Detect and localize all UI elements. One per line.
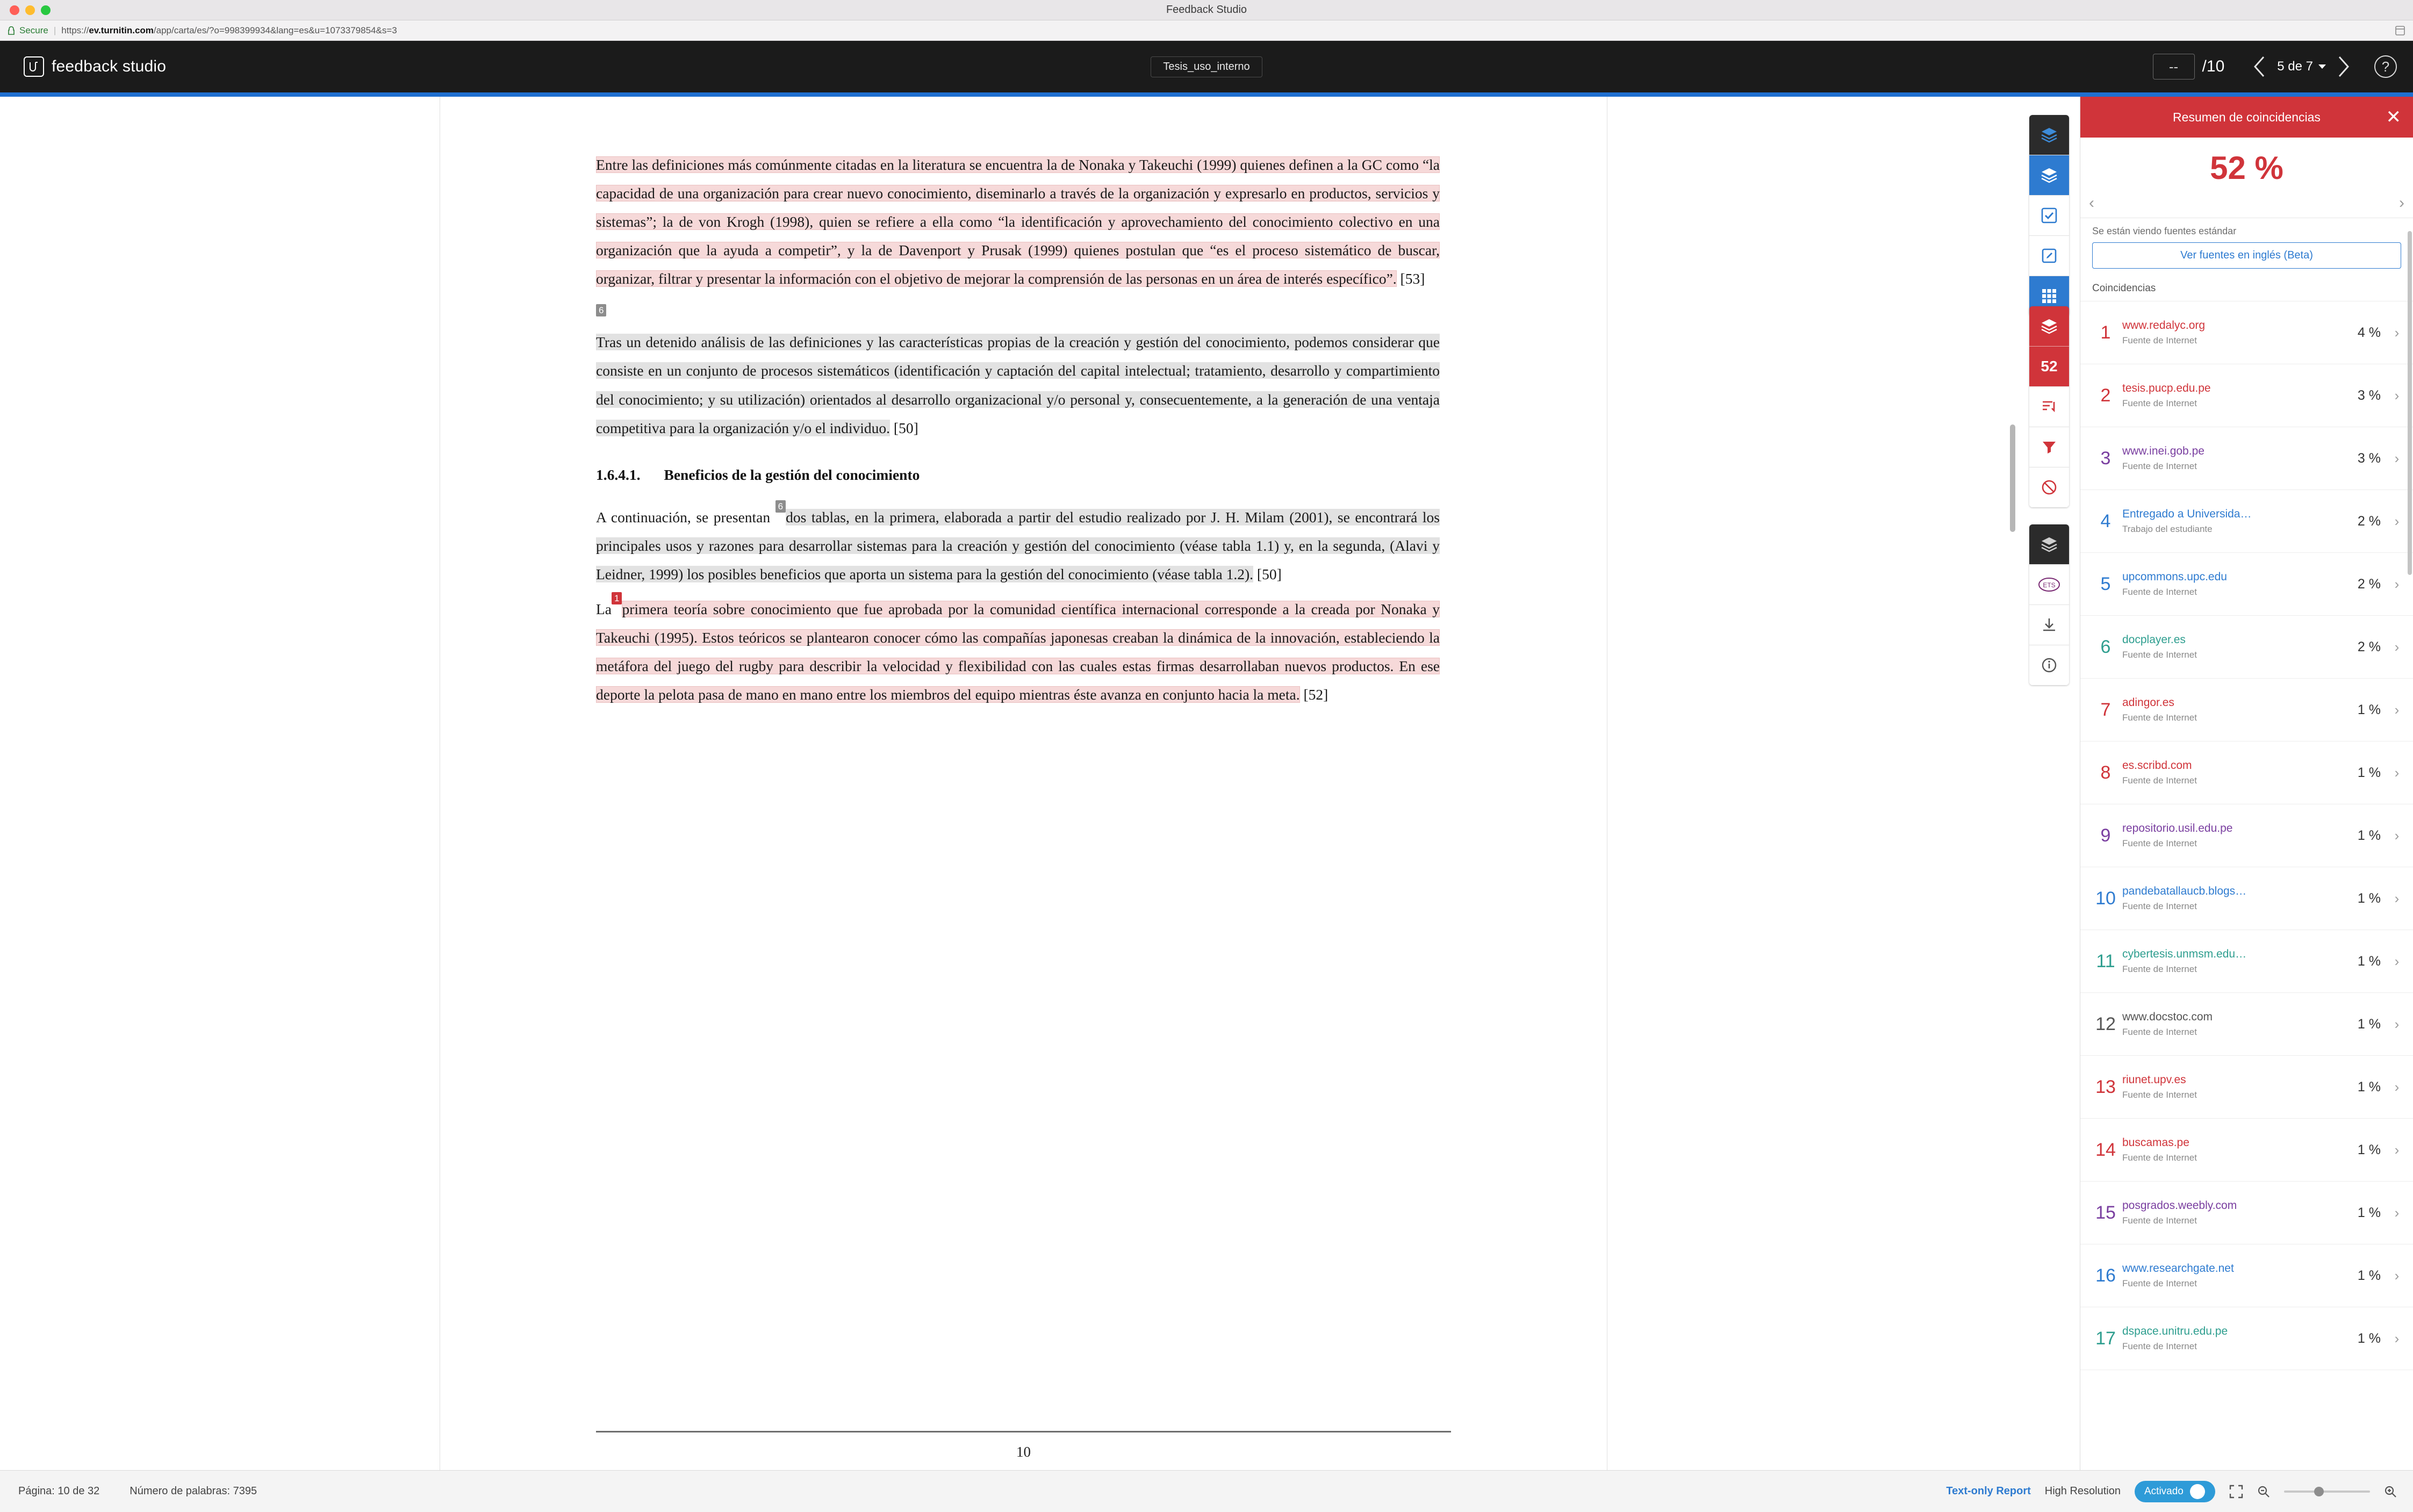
toggle-knob xyxy=(2190,1484,2205,1499)
close-window-icon[interactable] xyxy=(10,5,19,15)
source-pager-prev-icon[interactable]: ‹ xyxy=(2089,194,2094,212)
section-heading xyxy=(596,460,1440,489)
source-index: 9 xyxy=(2100,825,2111,846)
source-index: 6 xyxy=(2100,636,2111,657)
ets-icon[interactable] xyxy=(2029,565,2069,604)
filter-icon[interactable] xyxy=(2029,427,2069,467)
chevron-right-icon[interactable]: › xyxy=(2394,1204,2400,1221)
source-info[interactable] xyxy=(2122,885,2340,912)
source-index: 4 xyxy=(2100,510,2111,531)
list-item[interactable] xyxy=(2080,1119,2413,1182)
source-info[interactable] xyxy=(2122,1074,2340,1100)
info-icon[interactable] xyxy=(2029,645,2069,685)
previous-paper-button[interactable] xyxy=(2243,54,2277,79)
list-item[interactable] xyxy=(2080,804,2413,867)
zoom-slider[interactable] xyxy=(2284,1491,2370,1493)
source-info[interactable] xyxy=(2122,382,2340,409)
panel-title: Resumen de coincidencias xyxy=(2173,110,2321,124)
paragraph-2-highlight[interactable]: Tras un detenido análisis de las definiciones y las características propias de la creación y gestión del conocimiento, podemos considerar que consiste en un conjunto de procesos sistemáticos (identificación y captación del capital intelectual; tratamiento, desarrollo y compartimiento del conocimiento; y su utilización) orientados al desarrollo organizacional y/o personal y, consecuentemente, a la generación de una ventaja competitiva para la organización y/o el individuo. xyxy=(596,334,1440,436)
url-path: /app/carta/es/?o=998399934&lang=es&u=1073379854&s=3 xyxy=(153,25,397,35)
text-only-report-link[interactable]: Text-only Report xyxy=(1946,1485,2031,1497)
source-percent: 3 % xyxy=(2357,450,2381,466)
chevron-right-icon[interactable]: › xyxy=(2394,890,2400,906)
source-info[interactable] xyxy=(2122,696,2340,723)
layers-icon[interactable] xyxy=(2029,115,2069,155)
source-type: Fuente de Internet xyxy=(2122,650,2197,660)
progress-rule xyxy=(0,92,2413,97)
paragraph-4-citation: [52] xyxy=(1303,686,1328,703)
source-info[interactable] xyxy=(2122,822,2340,849)
source-percent: 2 % xyxy=(2357,639,2381,654)
checkbox-icon[interactable] xyxy=(2029,196,2069,235)
source-info[interactable] xyxy=(2122,319,2340,346)
source-type: Fuente de Internet xyxy=(2122,775,2197,786)
paper-position-dropdown[interactable] xyxy=(2277,59,2326,74)
next-paper-button[interactable] xyxy=(2326,54,2360,79)
chevron-right-icon[interactable]: › xyxy=(2394,638,2400,655)
list-item[interactable] xyxy=(2080,1244,2413,1307)
source-percent: 1 % xyxy=(2357,765,2381,780)
chevron-right-icon[interactable]: › xyxy=(2394,324,2400,341)
source-name[interactable]: www.researchgate.net xyxy=(2122,1262,2234,1275)
source-name[interactable]: Entregado a Universida… xyxy=(2122,508,2252,520)
section-number: 1.6.4.1. xyxy=(596,466,641,483)
source-percent: 1 % xyxy=(2357,1016,2381,1032)
source-type: Fuente de Internet xyxy=(2122,712,2197,723)
browser-toolbar-right[interactable] xyxy=(2395,25,2405,36)
document-title-wrap xyxy=(0,56,2413,77)
brand-label: feedback studio xyxy=(52,57,167,75)
main-area xyxy=(0,97,2413,1470)
list-item[interactable] xyxy=(2080,490,2413,553)
source-info[interactable] xyxy=(2122,948,2340,975)
window-title: Feedback Studio xyxy=(1166,4,1247,16)
source-percent: 2 % xyxy=(2357,513,2381,529)
paper-page xyxy=(440,97,1607,1470)
source-name[interactable]: pandebatallaucb.blogs… xyxy=(2122,885,2247,897)
page-footer-rule xyxy=(596,1431,1451,1432)
page-text xyxy=(596,150,1440,715)
layers-gray-icon[interactable] xyxy=(2029,524,2069,564)
document-scrollbar[interactable] xyxy=(2010,424,2015,532)
source-percent: 3 % xyxy=(2357,387,2381,403)
source-info[interactable] xyxy=(2122,508,2340,535)
source-index: 14 xyxy=(2095,1139,2116,1160)
maximize-window-icon[interactable] xyxy=(41,5,51,15)
list-item[interactable] xyxy=(2080,930,2413,993)
source-name[interactable]: www.redalyc.org xyxy=(2122,319,2206,332)
list-item[interactable] xyxy=(2080,679,2413,741)
source-info[interactable] xyxy=(2122,1136,2340,1163)
close-icon[interactable]: ✕ xyxy=(2386,107,2401,127)
rail-group-tools xyxy=(2029,524,2069,685)
source-type: Fuente de Internet xyxy=(2122,1278,2197,1288)
match-marker-6b[interactable]: 6 xyxy=(775,500,786,513)
source-type: Fuente de Internet xyxy=(2122,587,2197,597)
chevron-right-icon[interactable]: › xyxy=(2394,1016,2400,1032)
panel-scrollbar[interactable] xyxy=(2408,231,2412,575)
matches-label: Coincidencias xyxy=(2080,278,2413,301)
source-info[interactable] xyxy=(2122,1199,2340,1226)
source-type: Fuente de Internet xyxy=(2122,901,2197,911)
chevron-right-icon[interactable]: › xyxy=(2394,1330,2400,1347)
chevron-right-icon[interactable]: › xyxy=(2394,450,2400,466)
chevron-right-icon[interactable]: › xyxy=(2394,387,2400,404)
source-name[interactable]: www.docstoc.com xyxy=(2122,1011,2213,1023)
source-info[interactable] xyxy=(2122,445,2340,472)
list-item[interactable] xyxy=(2080,1056,2413,1119)
window-titlebar xyxy=(0,0,2413,20)
list-item[interactable] xyxy=(2080,1182,2413,1244)
lock-icon xyxy=(8,27,15,34)
exclude-icon[interactable] xyxy=(2029,467,2069,507)
source-index: 1 xyxy=(2100,322,2111,343)
chevron-down-icon xyxy=(2318,64,2326,69)
source-index: 12 xyxy=(2095,1013,2116,1034)
minimize-window-icon[interactable] xyxy=(25,5,35,15)
list-item[interactable] xyxy=(2080,1307,2413,1370)
paragraph-4-highlight[interactable]: primera teoría sobre conocimiento que fue aprobada por la comunidad científica internacional corresponde a la creada por Nonaka y Takeuchi (1995). Estos teóricos se plantearon conocer cómo las compañías japonesas creaban la dinámica de la innovación, estableciendo la metáfora del juego del rugby para describir la velocidad y flexibilidad con las cuales estas firmas desarrollaban nuevos productos. En ese deporte la pelota pasa de mano en mano entre los miembros del equipo mientras éste avanza en conjunto hacia la meta. xyxy=(596,600,1440,703)
window-traffic-lights[interactable] xyxy=(10,5,51,15)
browser-address-bar[interactable] xyxy=(0,20,2413,41)
paragraph-3-highlight[interactable]: dos tablas, en la primera, elaborada a partir del estudio realizado por J. H. Milam (2001), se encontrará los principales usos y razones para desarrollar sistemas para la creación y gestión del conocimiento (véase tabla 1.1) y, en la segunda, (Alavi y Leidner, 1999) los posibles beneficios que aporta un sistema para la gestión del conocimiento (véase tabla 1.2). xyxy=(596,508,1440,582)
source-name[interactable]: www.inei.gob.pe xyxy=(2122,445,2204,457)
source-index: 17 xyxy=(2095,1328,2116,1349)
source-index: 3 xyxy=(2100,448,2111,469)
word-count-status: Número de palabras: 7395 xyxy=(130,1485,257,1497)
toggle-label: Activado xyxy=(2144,1485,2184,1497)
source-name[interactable]: docplayer.es xyxy=(2122,633,2186,646)
source-info[interactable] xyxy=(2122,1011,2340,1038)
chevron-right-icon[interactable]: › xyxy=(2394,953,2400,969)
source-type: Fuente de Internet xyxy=(2122,398,2197,408)
source-info[interactable] xyxy=(2122,1325,2340,1352)
view-english-sources-button[interactable]: Ver fuentes en inglés (Beta) xyxy=(2092,242,2401,269)
header-right-controls[interactable] xyxy=(2153,54,2413,80)
source-type: Fuente de Internet xyxy=(2122,1027,2197,1037)
list-item[interactable] xyxy=(2080,993,2413,1056)
list-item[interactable] xyxy=(2080,364,2413,427)
page-status: Página: 10 de 32 xyxy=(18,1485,100,1497)
grade-total: /10 xyxy=(2202,57,2225,75)
source-name[interactable]: buscamas.pe xyxy=(2122,1136,2189,1149)
document-title[interactable]: Tesis_uso_interno xyxy=(1151,56,1262,77)
paragraph-4[interactable] xyxy=(596,595,1440,709)
chevron-right-icon[interactable]: › xyxy=(2394,1078,2400,1095)
source-percent: 2 % xyxy=(2357,576,2381,592)
source-name[interactable]: riunet.upv.es xyxy=(2122,1074,2186,1086)
source-list[interactable] xyxy=(2080,301,2413,1470)
source-percent: 1 % xyxy=(2357,1142,2381,1157)
panel-header xyxy=(2080,97,2413,138)
url-text[interactable]: https://ev.turnitin.com/app/carta/es/?o=998399934&lang=es&u=1073379854&s=3 xyxy=(61,25,397,35)
source-type: Fuente de Internet xyxy=(2122,1341,2197,1351)
source-percent: 1 % xyxy=(2357,1205,2381,1220)
similarity-percentage: 52 % xyxy=(2210,150,2283,186)
edit-icon[interactable] xyxy=(2029,236,2069,276)
sort-icon[interactable] xyxy=(2029,387,2069,427)
paragraph-4-lead: La xyxy=(596,600,612,617)
list-item[interactable] xyxy=(2080,867,2413,930)
source-percent: 1 % xyxy=(2357,1079,2381,1095)
turnitin-logo-icon xyxy=(24,56,44,77)
chevron-right-icon[interactable]: › xyxy=(2394,1141,2400,1158)
source-percent: 1 % xyxy=(2357,1330,2381,1346)
source-index: 5 xyxy=(2100,573,2111,594)
source-percent: 4 % xyxy=(2357,325,2381,340)
paragraph-1-highlight[interactable]: Entre las definiciones más comúnmente citadas en la literatura se encuentra la de Nonaka y Takeuchi (1999) quienes definen a la GC como “la capacidad de una organización para crear nuevo conocimiento, diseminarlo a través de la organización y expresarlo en productos, servicios y sistemas”; la de von Krogh (1998), quien se refiere a ella como “la identificación y aprovechamiento del conocimiento colectivo en una organización que la ayuda a competir”, y la de Davenport y Prusak (1999) quienes postulan que “es el proceso sistemático de buscar, organizar, filtrar y presentar la información con el objetivo de mejorar la comprensión de las personas en un área de interés específico”. xyxy=(596,156,1440,287)
source-mode-label: Se están viendo fuentes estándar xyxy=(2092,226,2237,236)
source-index: 16 xyxy=(2095,1265,2116,1286)
chevron-right-icon[interactable]: › xyxy=(2394,575,2400,592)
source-percent: 1 % xyxy=(2357,1268,2381,1283)
url-host: ev.turnitin.com xyxy=(89,25,154,35)
source-name[interactable]: adingor.es xyxy=(2122,696,2174,709)
source-info[interactable] xyxy=(2122,1262,2340,1289)
browser-extension-icon[interactable] xyxy=(2395,25,2405,36)
paper-position-label: 5 de 7 xyxy=(2277,59,2313,74)
source-name[interactable]: posgrados.weebly.com xyxy=(2122,1199,2237,1212)
section-title: Beneficios de la gestión del conocimiento xyxy=(664,466,920,483)
source-index: 11 xyxy=(2096,951,2115,971)
source-type: Fuente de Internet xyxy=(2122,461,2197,471)
source-pager-next-icon[interactable]: › xyxy=(2399,194,2404,212)
source-type: Fuente de Internet xyxy=(2122,1215,2197,1226)
list-item[interactable] xyxy=(2080,427,2413,490)
rail-group-similarity xyxy=(2029,306,2069,507)
paragraph-2-citation: [50] xyxy=(893,419,918,436)
help-icon[interactable]: ? xyxy=(2374,55,2397,78)
zoom-in-icon[interactable] xyxy=(2384,1485,2397,1498)
source-type: Fuente de Internet xyxy=(2122,964,2197,974)
match-marker-1[interactable]: 1 xyxy=(612,592,622,604)
source-name[interactable]: repositorio.usil.edu.pe xyxy=(2122,822,2233,834)
source-index: 10 xyxy=(2095,888,2116,909)
high-resolution-label: High Resolution xyxy=(2044,1485,2121,1497)
source-type: Fuente de Internet xyxy=(2122,335,2197,345)
source-name[interactable]: es.scribd.com xyxy=(2122,759,2192,772)
source-name[interactable]: dspace.unitru.edu.pe xyxy=(2122,1325,2228,1337)
source-pager[interactable] xyxy=(2080,194,2413,218)
grade-box[interactable]: -- xyxy=(2153,54,2195,80)
url-divider: | xyxy=(53,25,56,35)
list-item[interactable] xyxy=(2080,301,2413,364)
zoom-out-icon[interactable] xyxy=(2257,1485,2270,1498)
paragraph-1-citation: [53] xyxy=(1400,270,1425,287)
paragraph-1[interactable] xyxy=(596,150,1440,293)
paragraph-3[interactable] xyxy=(596,503,1440,588)
source-percent: 1 % xyxy=(2357,702,2381,717)
chevron-right-icon[interactable]: › xyxy=(2394,827,2400,844)
chevron-right-icon[interactable]: › xyxy=(2394,764,2400,781)
list-item[interactable] xyxy=(2080,616,2413,679)
status-left xyxy=(0,1485,257,1497)
source-type: Trabajo del estudiante xyxy=(2122,524,2213,534)
fullscreen-icon[interactable] xyxy=(2229,1485,2243,1499)
source-index: 8 xyxy=(2100,762,2111,783)
source-index: 2 xyxy=(2100,385,2111,406)
source-index: 7 xyxy=(2100,699,2111,720)
source-type: Fuente de Internet xyxy=(2122,1153,2197,1163)
source-percent: 1 % xyxy=(2357,953,2381,969)
similarity-layers-icon[interactable] xyxy=(2029,306,2069,346)
app-header xyxy=(0,41,2413,92)
source-percent: 1 % xyxy=(2357,827,2381,843)
rail-group-grading xyxy=(2029,115,2069,316)
zoom-slider-knob[interactable] xyxy=(2314,1487,2324,1496)
download-icon[interactable] xyxy=(2029,605,2069,645)
chevron-right-icon[interactable]: › xyxy=(2394,513,2400,529)
source-info[interactable] xyxy=(2122,571,2340,597)
source-info[interactable] xyxy=(2122,633,2340,660)
source-name[interactable]: tesis.pucp.edu.pe xyxy=(2122,382,2211,394)
paragraph-3-citation: [50] xyxy=(1256,565,1282,582)
status-right[interactable] xyxy=(1946,1481,2413,1502)
list-item[interactable] xyxy=(2080,553,2413,616)
document-viewer[interactable] xyxy=(0,97,2017,1470)
source-percent: 1 % xyxy=(2357,890,2381,906)
source-name[interactable]: cybertesis.unmsm.edu… xyxy=(2122,948,2247,960)
brand[interactable] xyxy=(24,56,166,77)
svg-text:ETS: ETS xyxy=(2043,581,2056,589)
source-info[interactable] xyxy=(2122,759,2340,786)
chevron-right-icon[interactable]: › xyxy=(2394,701,2400,718)
source-index: 15 xyxy=(2095,1202,2116,1223)
tool-rail xyxy=(2017,97,2080,1470)
source-type: Fuente de Internet xyxy=(2122,838,2197,848)
source-type: Fuente de Internet xyxy=(2122,1090,2197,1100)
source-index: 13 xyxy=(2095,1076,2116,1097)
source-name[interactable]: upcommons.upc.edu xyxy=(2122,571,2227,583)
similarity-score-badge[interactable]: 52 xyxy=(2029,347,2069,386)
secure-label: Secure xyxy=(19,25,48,35)
match-marker-6a[interactable]: 6 xyxy=(596,304,606,316)
chevron-right-icon[interactable]: › xyxy=(2394,1267,2400,1284)
layers-blue-icon[interactable] xyxy=(2029,155,2069,195)
status-bar xyxy=(0,1470,2413,1512)
paragraph-2[interactable] xyxy=(596,299,1440,442)
page-number: 10 xyxy=(1016,1444,1031,1460)
paragraph-3-lead: A continuación, se presentan xyxy=(596,508,775,525)
list-item[interactable] xyxy=(2080,741,2413,804)
match-overview-panel xyxy=(2080,97,2413,1470)
high-resolution-toggle[interactable] xyxy=(2135,1481,2215,1502)
